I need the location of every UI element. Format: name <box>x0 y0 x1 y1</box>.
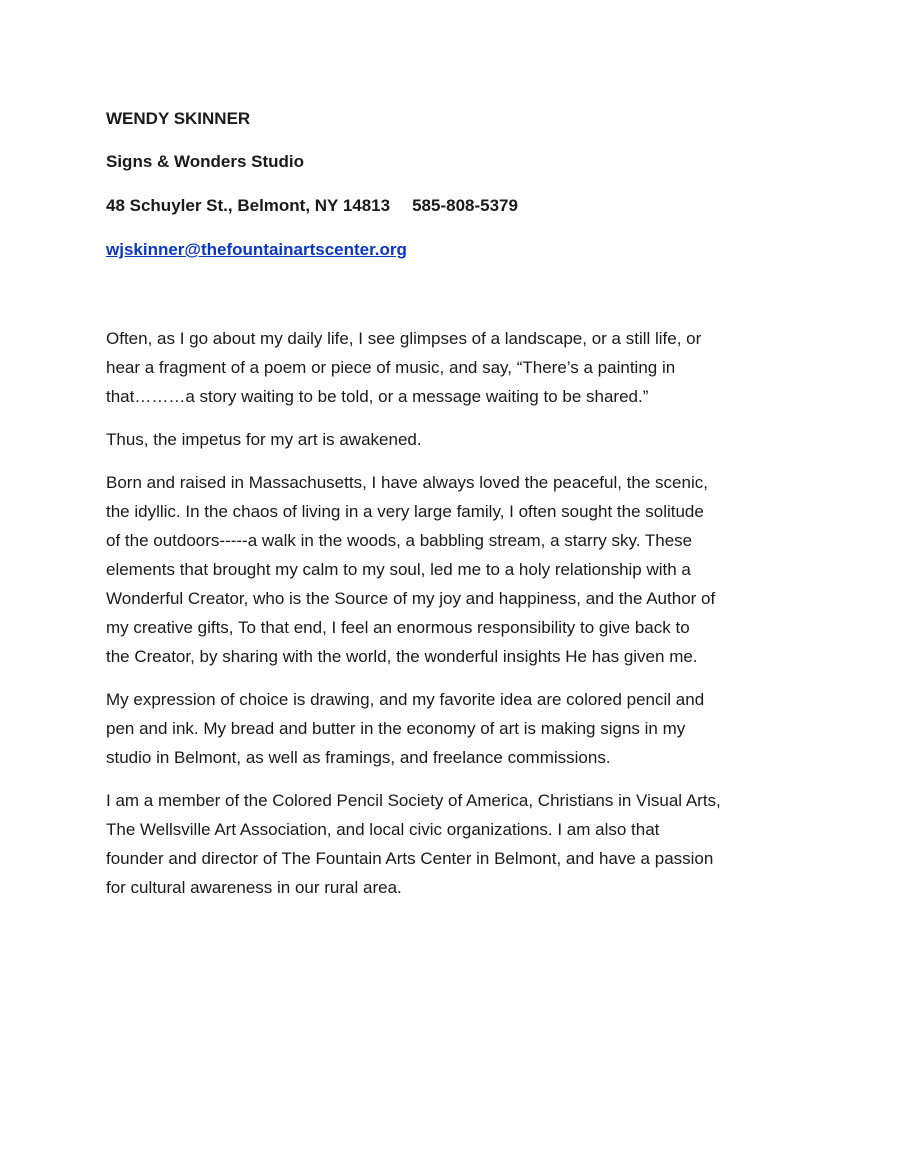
author-name: WENDY SKINNER <box>106 109 251 128</box>
paragraph <box>106 786 806 902</box>
text-line: I am a member of the Colored Pencil Society of America, Christians in Visual Arts, <box>106 791 721 810</box>
text-line: my creative gifts, To that end, I feel an enormous responsibility to give back to <box>106 618 690 637</box>
text-line: the Creator, by sharing with the world, the wonderful insights He has given me. <box>106 647 698 666</box>
text-line: Wonderful Creator, who is the Source of my joy and happiness, and the Author of <box>106 589 716 608</box>
paragraph <box>106 425 806 454</box>
text-line: The Wellsville Art Association, and local civic organizations. I am also that <box>106 820 660 839</box>
text-line: pen and ink. My bread and butter in the economy of art is making signs in my <box>106 719 686 738</box>
text-line: studio in Belmont, as well as framings, and freelance commissions. <box>106 748 611 767</box>
email-link[interactable]: wjskinner@thefountainartscenter.org <box>106 240 407 259</box>
text-line: founder and director of The Fountain Arts Center in Belmont, and have a passion <box>106 849 714 868</box>
text-line: Thus, the impetus for my art is awakened. <box>106 430 422 449</box>
studio-name: Signs & Wonders Studio <box>106 152 305 171</box>
text-line: Born and raised in Massachusetts, I have always loved the peaceful, the scenic, <box>106 473 708 492</box>
text-line: Often, as I go about my daily life, I see glimpses of a landscape, or a still life, or <box>106 329 702 348</box>
contact-line <box>106 195 518 217</box>
text-line: of the outdoors-----a walk in the woods, a babbling stream, a starry sky. These <box>106 531 693 550</box>
text-line: for cultural awareness in our rural area. <box>106 878 402 897</box>
text-line: the idyllic. In the chaos of living in a very large family, I often sought the solitude <box>106 502 704 521</box>
paragraph <box>106 324 806 411</box>
text-line: that………a story waiting to be told, or a message waiting to be shared.” <box>106 387 649 406</box>
paragraph <box>106 685 806 772</box>
artist-statement <box>106 324 806 916</box>
phone-number: 585-808-5379 <box>412 196 518 215</box>
text-line: hear a fragment of a poem or piece of music, and say, “There’s a painting in <box>106 358 676 377</box>
paragraph <box>106 468 806 671</box>
text-line: elements that brought my calm to my soul, led me to a holy relationship with a <box>106 560 691 579</box>
text-line: My expression of choice is drawing, and my favorite idea are colored pencil and <box>106 690 705 709</box>
address-text: 48 Schuyler St., Belmont, NY 14813 <box>106 196 391 215</box>
